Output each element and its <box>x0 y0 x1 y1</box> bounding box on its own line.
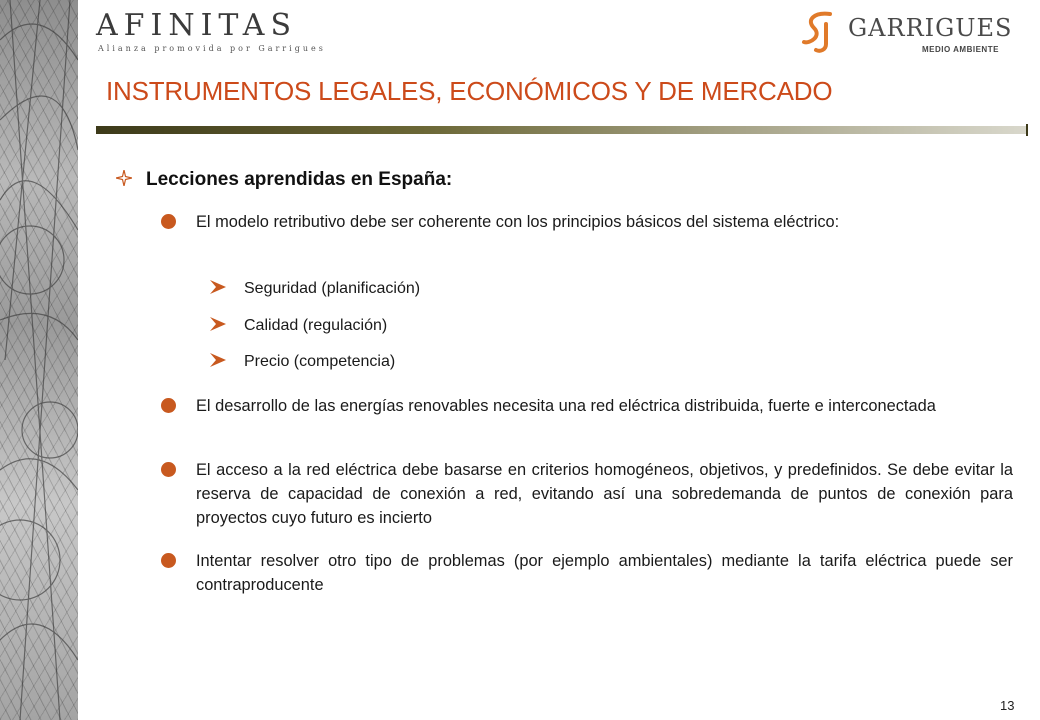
page-number: 13 <box>1000 698 1015 713</box>
arrow-bullet-icon <box>208 351 230 369</box>
garrigues-mark-icon <box>800 10 842 54</box>
sub-list-item: Seguridad (planificación) <box>244 280 421 297</box>
list-item: El acceso a la red eléctrica debe basarse en criterios homogéneos, objetivos, y predefinidos. Se debe evitar la reserva de capacidad de conexión a red, evitando así una sobredemanda de puntos de conexión para proyectos cuyo futuro es incierto <box>196 461 1013 527</box>
decorative-side-image <box>0 0 78 720</box>
arrow-bullet-icon <box>208 315 230 333</box>
section-title: Lecciones aprendidas en España: <box>146 169 453 190</box>
garrigues-logo-subtitle: MEDIO AMBIENTE <box>922 45 999 54</box>
title-divider <box>96 126 1028 134</box>
list-item: Intentar resolver otro tipo de problemas (por ejemplo ambientales) mediante la tarifa eléctrica puede ser contraproducente <box>196 552 1013 594</box>
sub-list-item: Calidad (regulación) <box>244 317 388 334</box>
sparkle-icon <box>116 170 132 186</box>
list-item: El desarrollo de las energías renovables necesita una red eléctrica distribuida, fuerte e interconectada <box>196 397 936 415</box>
circle-bullet-icon <box>161 398 176 413</box>
arrow-bullet-icon <box>208 278 230 296</box>
circle-bullet-icon <box>161 553 176 568</box>
garrigues-logo-wordmark: GARRIGUES <box>848 14 1013 42</box>
title-divider-end <box>1026 124 1028 136</box>
afinitas-logo <box>96 6 326 56</box>
sub-list-item: Precio (competencia) <box>244 353 396 370</box>
garrigues-logo <box>800 10 1030 60</box>
afinitas-logo-tagline: Alianza promovida por Garrigues <box>98 44 326 53</box>
list-item: El modelo retributivo debe ser coherente con los principios básicos del sistema eléctrico: <box>196 213 840 231</box>
circle-bullet-icon <box>161 214 176 229</box>
circle-bullet-icon <box>161 462 176 477</box>
slide-title: INSTRUMENTOS LEGALES, ECONÓMICOS Y DE MERCADO <box>106 76 833 106</box>
afinitas-logo-wordmark: AFINITAS <box>96 8 298 43</box>
